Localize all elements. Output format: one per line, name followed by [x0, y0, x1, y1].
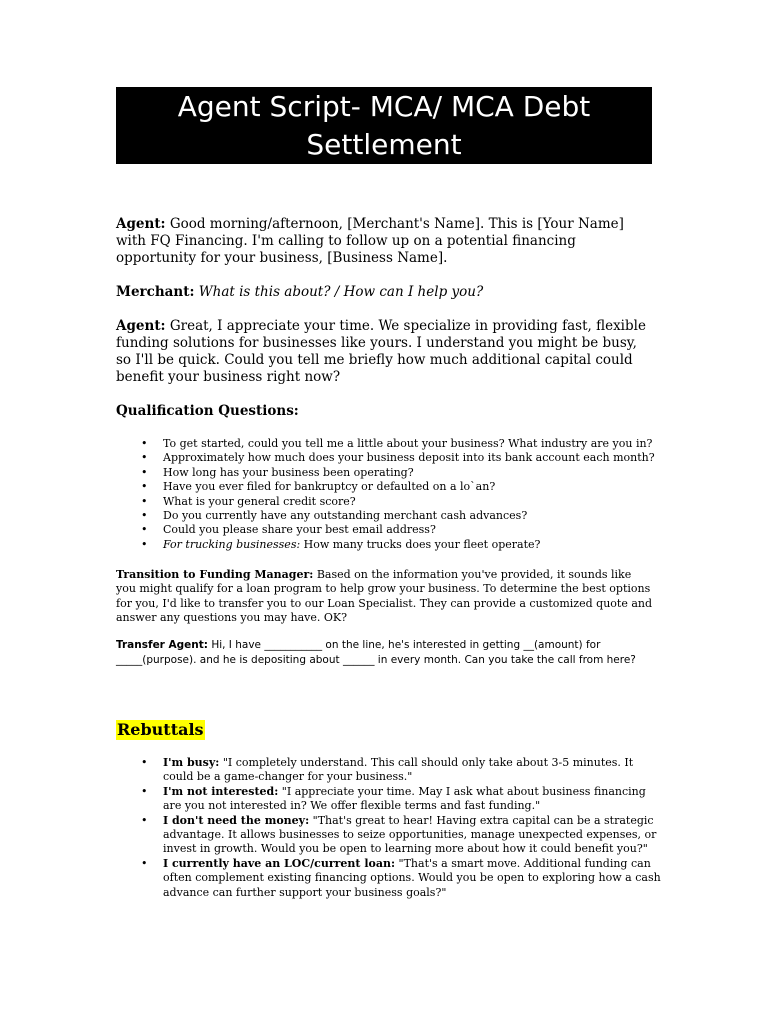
bullet-icon: • [141, 437, 148, 450]
transfer-paragraph [116, 638, 652, 668]
bullet-icon: • [141, 856, 148, 870]
bullet-icon: • [141, 784, 148, 798]
bullet-icon: • [141, 813, 148, 827]
list-item: • To get started, could you tell me a little about your business? What industry are you in? [141, 437, 653, 450]
transition-text: Based on the information you've provided, it sounds like you might qualify for a loan program to help grow your business. To determine the best options for you, I'd like to transfer you to our Loan Specialist. They can provide a customized quote and answer any questions you may have. OK? [116, 568, 653, 624]
bullet-icon: • [141, 523, 148, 537]
qualification-heading: Qualification Questions: [116, 403, 299, 419]
intro-paragraph [116, 216, 652, 267]
list-item: • What is your general credit score? [141, 494, 356, 508]
list-item: • I'm busy: "I completely understand. This call should only take about 3-5 minutes. It could be a game-changer for your business." [141, 756, 634, 784]
list-item: • I'm not interested: "I appreciate your time. May I ask what about business financing are you not interested in? We offer flexible terms and fast funding." [141, 784, 646, 813]
transition-label: Transition to Funding Manager: [116, 568, 314, 581]
list-item: • For trucking businesses: How many trucks does your fleet operate? [141, 537, 541, 551]
agent-reply-paragraph [116, 318, 652, 386]
bullet-icon: • [141, 480, 148, 494]
bullet-icon: • [141, 494, 148, 508]
bullet-icon: • [141, 756, 148, 769]
transfer-label: Transfer Agent: [116, 639, 208, 651]
list-item: • Could you please share your best email address? [141, 523, 436, 537]
list-item: • How long has your business been operating? [141, 465, 414, 479]
speaker-merchant: Merchant: [116, 284, 195, 300]
title-line-2: Settlement [306, 128, 462, 161]
speaker-agent-2: Agent: [116, 318, 166, 334]
rebuttals-list [116, 756, 661, 900]
qualification-list [116, 437, 676, 552]
bullet-icon: • [141, 451, 148, 465]
list-item: • I don't need the money: "That's great to hear! Having extra capital can be a strategic advantage. It allows businesses to seize opportunities, manage unexpected expenses, or invest in growth. Would you be open to learning more about how it could benefit you?" [141, 813, 657, 856]
bullet-icon: • [141, 537, 148, 551]
transfer-text: Hi, I have ___________ on the line, he's interested in getting __(amount) for _____(purpose). and he is depositing about ______ in every month. Can you take the call from here? [116, 639, 636, 666]
intro-text: Good morning/afternoon, [Merchant's Name]. This is [Your Name] with FQ Financing. I'm calling to follow up on a potential financing opportunity for your business, [Business Name]. [116, 216, 624, 266]
list-item: • Approximately how much does your business deposit into its bank account each month? [141, 451, 655, 465]
merchant-paragraph [116, 284, 652, 301]
title-line-1: Agent Script- MCA/ MCA Debt [177, 90, 591, 123]
title-banner [116, 87, 652, 164]
bullet-icon: • [141, 509, 148, 523]
list-item: • I currently have an LOC/current loan: "That's a smart move. Additional funding can often complement existing financing options. Would you be open to exploring how a cash advance can further support your business goals?" [141, 856, 661, 899]
rebuttals-heading: Rebuttals [117, 720, 204, 739]
list-item: • Do you currently have any outstanding merchant cash advances? [141, 509, 528, 523]
bullet-icon: • [141, 465, 148, 479]
speaker-agent: Agent: [116, 216, 166, 232]
merchant-text: What is this about? / How can I help you? [194, 284, 484, 300]
transition-paragraph [116, 568, 652, 625]
list-item: • Have you ever filed for bankruptcy or defaulted on a lo`an? [141, 480, 496, 494]
agent-reply-text: Great, I appreciate your time. We specialize in providing fast, flexible funding solutions for businesses like yours. I understand you might be busy, so I'll be quick. Could you tell me briefly how much additional capital could benefit your business right now? [116, 318, 646, 385]
